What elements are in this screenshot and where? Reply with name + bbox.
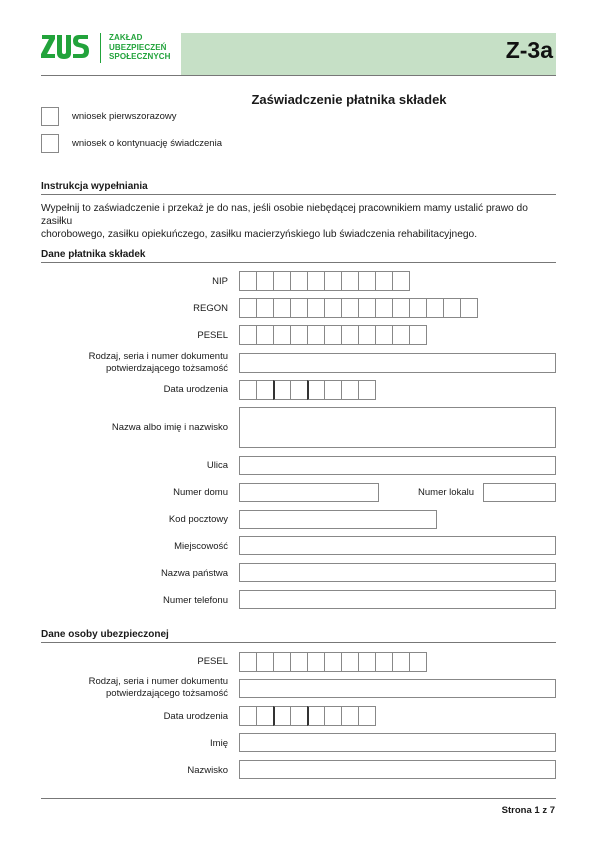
day-cell[interactable] <box>256 706 274 726</box>
checkbox-label: wniosek o kontynuację świadczenia <box>72 138 222 149</box>
footer-divider <box>41 798 556 799</box>
digit-cell[interactable] <box>273 652 291 672</box>
year-cell[interactable] <box>341 706 359 726</box>
year-cell[interactable] <box>358 380 376 400</box>
digit-cell[interactable] <box>409 298 427 318</box>
month-cell[interactable] <box>273 706 291 726</box>
insured-birth-date-cells[interactable] <box>239 706 376 726</box>
digit-cell[interactable] <box>358 298 376 318</box>
org-name-line: UBEZPIECZEŃ <box>109 42 167 52</box>
logo-divider <box>100 33 101 63</box>
digit-cell[interactable] <box>460 298 478 318</box>
digit-cell[interactable] <box>341 652 359 672</box>
city-input[interactable] <box>239 536 556 555</box>
year-cell[interactable] <box>341 380 359 400</box>
section-heading-insured: Dane osoby ubezpieczonej <box>41 629 556 643</box>
postal-code-input[interactable] <box>239 510 437 529</box>
digit-cell[interactable] <box>426 298 444 318</box>
year-cell[interactable] <box>307 706 325 726</box>
header-band <box>181 33 556 75</box>
field-label: Ulica <box>206 460 228 471</box>
field-label: Nazwa albo imię i nazwisko <box>111 422 228 433</box>
field-label: PESEL <box>197 330 228 341</box>
digit-cell[interactable] <box>307 271 325 291</box>
digit-cell[interactable] <box>324 325 342 345</box>
instructions-text <box>41 202 561 241</box>
nip-cells[interactable] <box>239 271 410 291</box>
field-label: Numer lokalu <box>418 487 474 498</box>
checkbox-label: wniosek pierwszorazowy <box>72 111 177 122</box>
digit-cell[interactable] <box>239 325 257 345</box>
field-label: REGON <box>193 303 228 314</box>
digit-cell[interactable] <box>256 652 274 672</box>
field-label: Data urodzenia <box>163 711 228 722</box>
form-code: Z-3a <box>505 37 553 63</box>
day-cell[interactable] <box>239 380 257 400</box>
day-cell[interactable] <box>256 380 274 400</box>
digit-cell[interactable] <box>358 271 376 291</box>
regon-cells[interactable] <box>239 298 478 318</box>
digit-cell[interactable] <box>256 271 274 291</box>
month-cell[interactable] <box>290 706 308 726</box>
digit-cell[interactable] <box>290 652 308 672</box>
digit-cell[interactable] <box>273 271 291 291</box>
payer-name-input[interactable] <box>239 407 556 448</box>
digit-cell[interactable] <box>324 298 342 318</box>
month-cell[interactable] <box>290 380 308 400</box>
digit-cell[interactable] <box>375 298 393 318</box>
first-name-input[interactable] <box>239 733 556 752</box>
checkbox-first-request[interactable] <box>41 107 59 126</box>
checkbox-continuation[interactable] <box>41 134 59 153</box>
house-number-input[interactable] <box>239 483 379 502</box>
insured-pesel-cells[interactable] <box>239 652 427 672</box>
digit-cell[interactable] <box>392 298 410 318</box>
field-label: Nazwisko <box>187 765 228 776</box>
section-heading-payer: Dane płatnika składek <box>41 249 556 263</box>
field-label-line: potwierdzającego tożsamość <box>106 363 228 374</box>
digit-cell[interactable] <box>256 325 274 345</box>
digit-cell[interactable] <box>375 271 393 291</box>
street-input[interactable] <box>239 456 556 475</box>
year-cell[interactable] <box>358 706 376 726</box>
payer-id-document-input[interactable] <box>239 353 556 373</box>
year-cell[interactable] <box>324 706 342 726</box>
digit-cell[interactable] <box>409 652 427 672</box>
digit-cell[interactable] <box>256 298 274 318</box>
field-label <box>89 676 228 700</box>
month-cell[interactable] <box>273 380 291 400</box>
digit-cell[interactable] <box>341 325 359 345</box>
org-name-line: SPOŁECZNYCH <box>109 52 171 61</box>
field-label: PESEL <box>197 656 228 667</box>
insured-id-document-input[interactable] <box>239 679 556 698</box>
day-cell[interactable] <box>239 706 257 726</box>
digit-cell[interactable] <box>290 298 308 318</box>
field-label: Numer telefonu <box>163 595 228 606</box>
digit-cell[interactable] <box>290 325 308 345</box>
page-title: Zaświadczenie płatnika składek <box>251 92 447 107</box>
digit-cell[interactable] <box>324 652 342 672</box>
digit-cell[interactable] <box>307 325 325 345</box>
org-name <box>109 33 171 62</box>
digit-cell[interactable] <box>273 298 291 318</box>
digit-cell[interactable] <box>392 325 410 345</box>
instructions-line: Wypełnij to zaświadczenie i przekaż je do nas, jeśli osobie niebędącej pracownikiem mamy ustalić prawo do zasiłku <box>41 203 528 227</box>
field-label: Kod pocztowy <box>168 514 228 525</box>
digit-cell[interactable] <box>392 271 410 291</box>
digit-cell[interactable] <box>324 271 342 291</box>
digit-cell[interactable] <box>239 271 257 291</box>
digit-cell[interactable] <box>375 325 393 345</box>
digit-cell[interactable] <box>290 271 308 291</box>
digit-cell[interactable] <box>307 298 325 318</box>
digit-cell[interactable] <box>358 652 376 672</box>
header-divider <box>41 75 556 76</box>
country-input[interactable] <box>239 563 556 582</box>
last-name-input[interactable] <box>239 760 556 779</box>
digit-cell[interactable] <box>341 298 359 318</box>
phone-input[interactable] <box>239 590 556 609</box>
field-label-line: potwierdzającego tożsamość <box>106 688 228 699</box>
year-cell[interactable] <box>307 380 325 400</box>
digit-cell[interactable] <box>392 652 410 672</box>
digit-cell[interactable] <box>239 652 257 672</box>
digit-cell[interactable] <box>443 298 461 318</box>
payer-birth-date-cells[interactable] <box>239 380 376 400</box>
field-label: Miejscowość <box>174 541 228 552</box>
field-label: Imię <box>210 738 228 749</box>
instructions-line: chorobowego, zasiłku opiekuńczego, zasiłku macierzyńskiego lub świadczenia rehabilitacyjnego. <box>41 229 478 240</box>
field-label-line: Rodzaj, seria i numer dokumentu <box>88 351 228 362</box>
field-label-line: Rodzaj, seria i numer dokumentu <box>88 676 228 687</box>
field-label: Nazwa państwa <box>160 568 228 579</box>
field-label: Numer domu <box>173 487 228 498</box>
digit-cell[interactable] <box>375 652 393 672</box>
digit-cell[interactable] <box>358 325 376 345</box>
digit-cell[interactable] <box>409 325 427 345</box>
digit-cell[interactable] <box>307 652 325 672</box>
zus-logo-icon <box>41 32 91 62</box>
digit-cell[interactable] <box>341 271 359 291</box>
org-name-line: ZAKŁAD <box>109 33 143 42</box>
digit-cell[interactable] <box>273 325 291 345</box>
field-label <box>89 351 228 375</box>
field-label: Data urodzenia <box>163 384 228 395</box>
page-number: Strona 1 z 7 <box>501 805 555 816</box>
section-heading-instructions: Instrukcja wypełniania <box>41 181 556 195</box>
digit-cell[interactable] <box>239 298 257 318</box>
apartment-number-input[interactable] <box>483 483 556 502</box>
year-cell[interactable] <box>324 380 342 400</box>
payer-pesel-cells[interactable] <box>239 325 427 345</box>
field-label: NIP <box>212 276 228 287</box>
